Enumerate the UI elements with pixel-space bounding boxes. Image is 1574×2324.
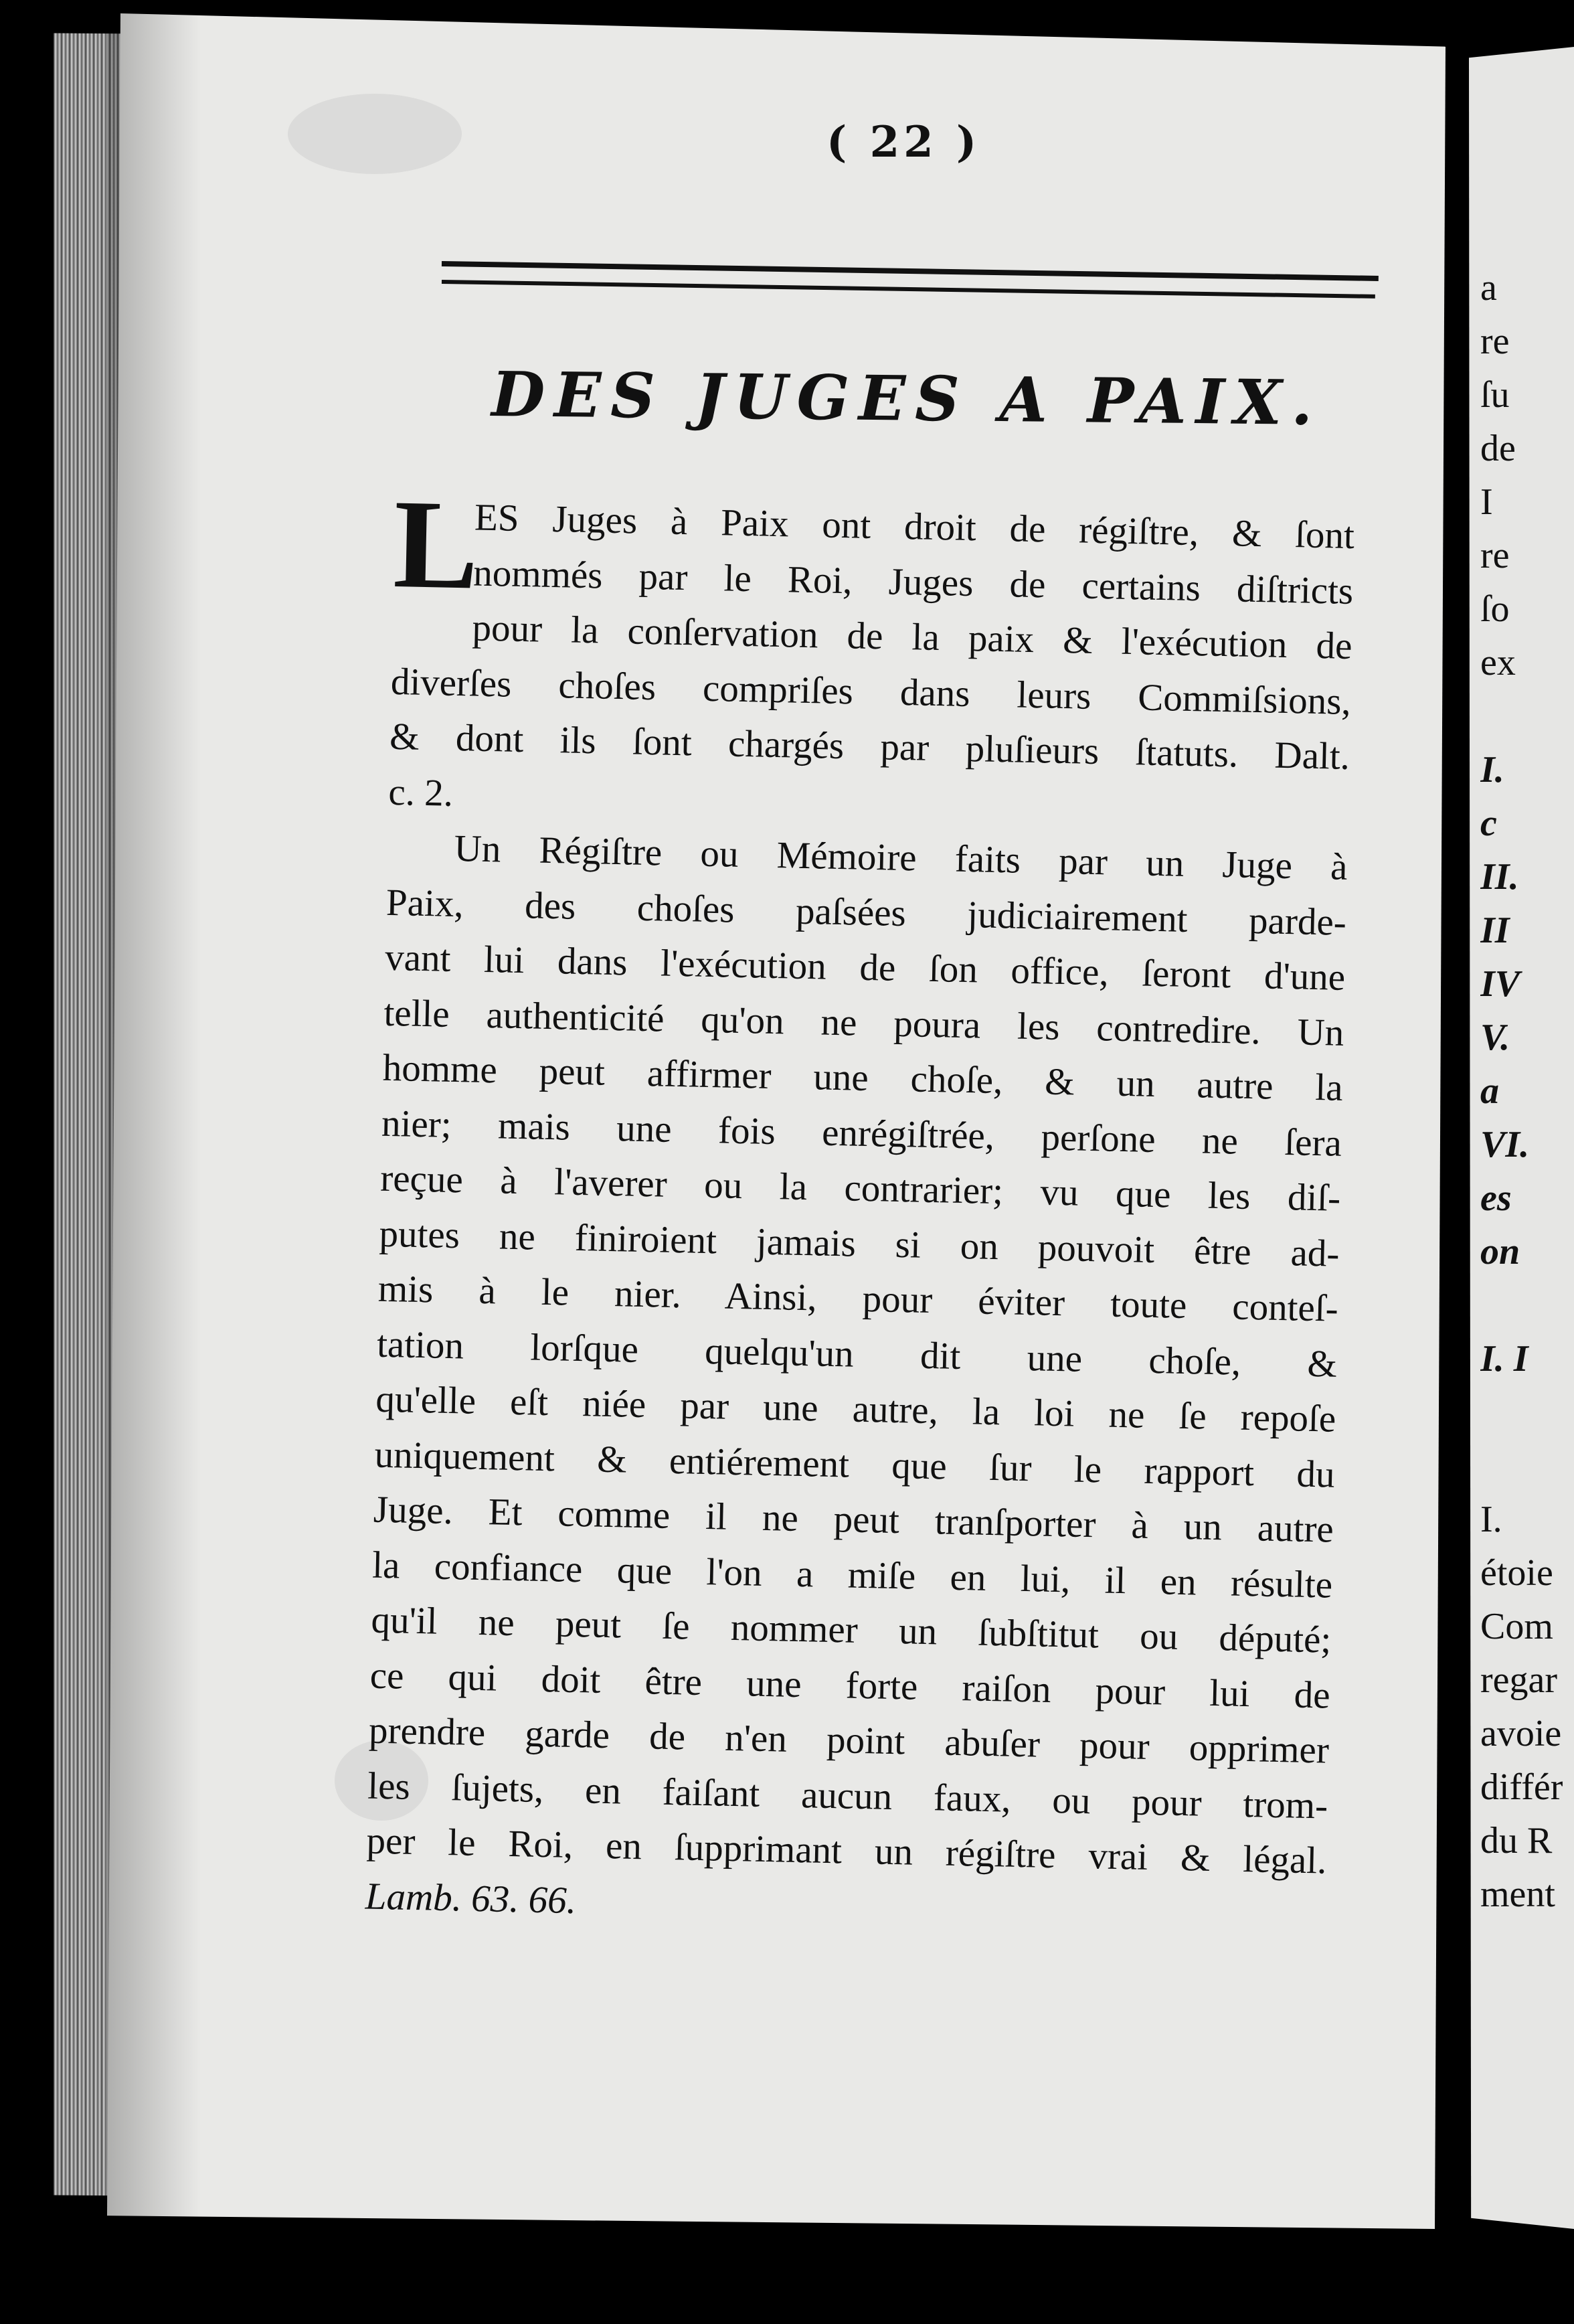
fragment: es <box>1480 1177 1512 1219</box>
fragment <box>1480 1386 1574 1439</box>
fragment: II. <box>1480 856 1519 898</box>
fragment: ment <box>1480 1874 1555 1915</box>
fragment: II <box>1480 910 1510 951</box>
fragment: I. <box>1480 1499 1502 1540</box>
fragment: I. I <box>1480 1338 1528 1380</box>
fragment: re <box>1480 535 1510 576</box>
fragment: IV <box>1480 963 1520 1005</box>
gutter-shadow <box>107 13 201 2229</box>
fragment: I <box>1480 481 1493 523</box>
fragment: a <box>1480 267 1497 309</box>
text-line: telle authenticité qu'on ne poura les contredire. Un <box>383 991 1344 1054</box>
text-line: qu'il ne peut ſe nommer un ſubſtitut ou député; <box>370 1598 1332 1661</box>
text-line: qu'elle eſt niée par une autre, la loi ne ſe repoſe <box>375 1378 1336 1440</box>
fragment: de <box>1480 428 1516 469</box>
text-line: uniquement & entiérement que ſur le rapport du <box>374 1433 1336 1496</box>
text-line: ce qui doit être une forte raiſon pour lui de <box>369 1654 1331 1717</box>
fragment: a <box>1480 1070 1499 1112</box>
text-line: Lamb. 63. 66. <box>365 1875 577 1922</box>
fragment <box>1480 1278 1574 1332</box>
drop-cap: L <box>392 474 480 616</box>
fragment: ex <box>1480 642 1516 683</box>
paper-stain <box>288 94 462 174</box>
text-line: putes ne finiroient jamais si on pouvoit être ad- <box>379 1212 1340 1275</box>
fragment: différ <box>1480 1766 1563 1808</box>
fragment: étoie <box>1480 1552 1553 1594</box>
text-line: nier; mais une fois enrégiſtrée, perſone ne ſera <box>381 1102 1342 1165</box>
text-line: homme peut affirmer une choſe, & un autre la <box>382 1046 1344 1109</box>
fragment: re <box>1480 321 1510 362</box>
text-line: diverſes choſes compriſes dans leurs Commiſsions, <box>390 660 1352 723</box>
fragment: VI. <box>1480 1124 1530 1165</box>
text-line: tation lorſque quelqu'un dit une choſe, & <box>376 1323 1338 1386</box>
text-line: la confiance que l'on a miſe en lui, il en résulte <box>371 1544 1333 1606</box>
fragment: du R <box>1480 1820 1553 1861</box>
text-line: ES Juges à Paix ont droit de régiſtre, & ſont <box>474 496 1355 558</box>
fragment <box>1480 689 1574 743</box>
body-text <box>365 474 1355 1944</box>
fragment <box>1480 1439 1574 1493</box>
page-number: ( 22 ) <box>826 117 981 167</box>
text-line: c. 2. <box>387 770 454 815</box>
text-line: mis à le nier. Ainsi, pour éviter toute conteſ- <box>377 1267 1339 1330</box>
facing-page-fragments <box>1480 261 1574 1921</box>
fragment: V. <box>1480 1017 1510 1058</box>
text-line: prendre garde de n'en point abuſer pour opprimer <box>368 1709 1330 1772</box>
text-line: per le Roi, en ſupprimant un régiſtre vrai & légal. <box>366 1819 1328 1882</box>
chapter-heading: DES JUGES A PAIX. <box>491 358 1322 439</box>
text-line: nommés par le Roi, Juges de certains diſtricts <box>472 551 1354 612</box>
text-line: vant lui dans l'exécution de ſon office, ſeront d'une <box>384 936 1346 999</box>
text-line: Un Régiſtre ou Mémoire faits par un Juge à <box>454 827 1348 888</box>
text-line: reçue à l'averer ou la contrarier; vu que les diſ- <box>379 1157 1341 1220</box>
fragment: avoie <box>1480 1713 1562 1754</box>
text-line: Paix, des choſes paſsées judiciairement parde- <box>385 881 1347 944</box>
fragment: on <box>1480 1231 1520 1272</box>
fragment: regar <box>1480 1659 1558 1701</box>
fragment: ſu <box>1480 374 1510 416</box>
text-line: les ſujets, en faiſant aucun faux, ou pour trom- <box>367 1764 1328 1827</box>
fragment: I. <box>1480 749 1504 791</box>
text-line: & dont ils ſont chargés par pluſieurs ſtatuts. Dalt. <box>389 715 1350 778</box>
text-line: Juge. Et comme il ne peut tranſporter à un autre <box>373 1488 1334 1551</box>
fragment: ſo <box>1480 588 1510 630</box>
fragment: c <box>1480 803 1497 844</box>
text-line: pour la conſervation de la paix & l'exécution de <box>472 606 1353 668</box>
fragment: Com <box>1480 1606 1553 1647</box>
